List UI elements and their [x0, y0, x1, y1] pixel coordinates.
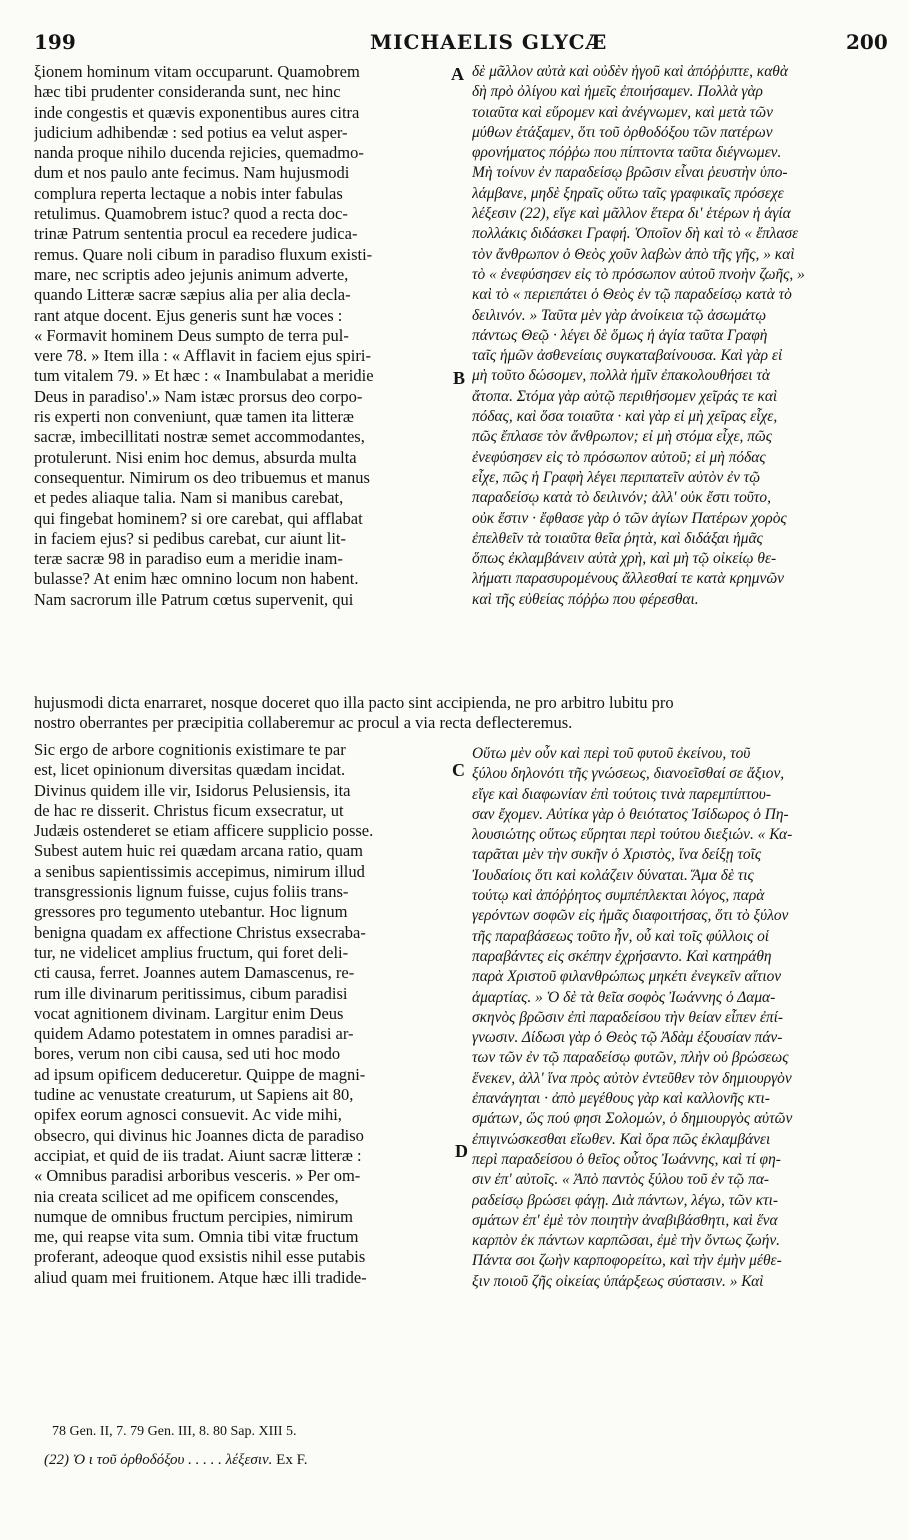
section-marker-d: D: [455, 1141, 468, 1161]
text-line: γερόντων σοφῶν εἰς ἡμᾶς διαφοιτήσας, ὅτι τὸ ξύλον: [472, 907, 789, 925]
text-line: nanda proque nihilo ducenda rejicies, quemadmo-: [34, 143, 364, 163]
text-line: Judæis ostenderet se etiam afficere supplicio posse.: [34, 821, 374, 841]
text-line: τὸ « ἐνεφύσησεν εἰς τὸ πρόσωπον αὐτοῦ πνοὴν ζωῆς, »: [472, 265, 805, 283]
text-line: γνωσιν. Δίδωσι γὰρ ὁ Θεὸς τῷ Ἀδὰμ ἐξουσίαν πάν-: [472, 1029, 783, 1047]
latin-column-bottom: [34, 740, 449, 1288]
text-line: δὲ μᾶλλον αὐτὰ καὶ οὐδὲν ἡγοῦ καὶ ἀπόῤῥιπτε, καθὰ: [472, 63, 788, 80]
text-line: Subest autem huic rei quædam arcana ratio, quam: [34, 841, 363, 861]
text-line: ad ipsum opificem deduceretur. Quippe de magni-: [34, 1064, 366, 1084]
text-line: ραδείσῳ βρώσει φάγῃ. Διὰ πάντων, λέγω, τῶν κτι-: [472, 1191, 779, 1209]
text-line: « Omnibus paradisi arboribus vesceris. » Per om-: [34, 1166, 361, 1186]
text-line: περὶ παραδείσου ὁ θεῖος οὗτος Ἰωάννης, καὶ τί φη-: [472, 1150, 781, 1168]
text-line: ἄτοπα. Στόμα γὰρ αὐτῷ περιθήσομεν χεῖράς τε καὶ: [472, 387, 778, 405]
text-line: παρὰ Χριστοῦ φιλανθρώπως μηκέτι ἐνεγκεῖν αἴτιον: [472, 968, 782, 986]
text-line: bores, verum non cibi causa, sed uti hoc modo: [34, 1044, 341, 1064]
greek-footnote: [44, 1452, 307, 1469]
text-line: καὶ τῆς εὐθείας πόῤῥω που φέρεσθαι.: [472, 590, 699, 608]
text-line: οὐκ ἔστιν · ἔφθασε γὰρ ὁ τῶν ἁγίων Πατέρων χορὸς: [472, 509, 787, 527]
text-line: quando Litteræ sacræ sæpius alia per alia decla-: [34, 285, 351, 305]
latin-footnotes: 78 Gen. II, 7. 79 Gen. III, 8. 80 Sap. XIII 5.: [52, 1424, 297, 1439]
text-line: nia creata scilicet ad me opificem conscendes,: [34, 1186, 339, 1206]
text-line: aliud quam mei fruitionem. Atque hæc illi tradide-: [34, 1267, 367, 1287]
latin-full-width-text: [34, 693, 894, 734]
text-line: transgressionis lignum fuisse, cujus foliis trans-: [34, 882, 349, 902]
text-line: protulerunt. Nisi enim hoc demus, absurda multa: [34, 447, 357, 467]
text-line: εἴγε καὶ διαφωνίαν ἐπὶ τούτοις τινὰ παρεμπίπτου-: [472, 785, 771, 803]
text-line: retulimus. Quamobrem istuc? quod a recta doc-: [34, 204, 348, 224]
text-line: in faciem ejus? si pedibus carebat, cur aiunt lit-: [34, 528, 347, 548]
text-line: benigna quadam ex affectione Christus exsecraba-: [34, 922, 366, 942]
text-line: λήματι παρασυρομένους ἄλλεσθαί τε κατὰ κρημνῶν: [472, 570, 785, 588]
latin-column-top: [34, 62, 449, 610]
text-line: consequentur. Nimirum os deo tribuemus et manus: [34, 467, 370, 487]
text-line: λάμβανε, μηδὲ ξηραῖς οὕτω ταῖς γραφικαῖς πρόσεχε: [472, 184, 784, 202]
text-line: hæc tibi prudenter consideranda sunt, nec hinc: [34, 82, 341, 102]
text-line: rant atque docent. Ejus generis sunt hæ voces :: [34, 305, 343, 325]
text-line: Sic ergo de arbore cognitionis existimare te par: [34, 740, 346, 759]
text-line: bulasse? At enim hæc omnino locum non habent.: [34, 569, 359, 589]
text-line: « Formavit hominem Deus sumpto de terra pul-: [34, 325, 349, 345]
greek-footnote-text: (22) Ὀ ι τοῦ ὀρθοδόξου . . . . . λέξεσιν.: [44, 1452, 273, 1468]
text-line: numque de omnibus fructum percipies, nimirum: [34, 1206, 353, 1226]
text-line: opifex eorum agnosci consuevit. Ac vide mihi,: [34, 1105, 342, 1125]
text-line: ris experti non conveniunt, quæ tamen ita litteræ: [34, 407, 354, 427]
text-line: dum et nos paulo ante fecimus. Nam hujusmodi: [34, 163, 350, 183]
text-line: proferant, adeoque quod exsistis nihil esse putabis: [34, 1247, 366, 1267]
text-line: Deus in paradiso'.» Nam istæc prorsus deo corpo-: [34, 386, 363, 406]
section-marker-b: B: [453, 368, 466, 388]
text-line: remus. Quare noli cibum in paradiso fluxum existi-: [34, 244, 373, 264]
greek-footnote-source: Ex F.: [272, 1452, 308, 1468]
text-line: τούτῳ καὶ ἀπόῤῥητος συμπέπλεκται λόγος, παρὰ: [472, 887, 765, 905]
text-line: Ἰουδαίοις ὅτι καὶ κολάζειν δύναται. Ἅμα δὲ τις: [472, 866, 754, 884]
text-line: hujusmodi dicta enarraret, nosque doceret quo illa pacto sint accipienda, ne pro arbitro lubitu pro: [34, 693, 674, 712]
text-line: sacræ, imbecillitati nostræ semet accommodantes,: [34, 427, 365, 447]
text-line: ἐπανάγηται · ἀπὸ μεγέθους γὰρ καὶ καλλονῆς κτι-: [472, 1090, 770, 1108]
text-line: complura reperta lectaque a nobis inter fabulas: [34, 183, 343, 203]
text-line: μὴ τοῦτο δώσομεν, πολλὰ ἡμῖν ἐπακολουθήσει τὰ: [472, 367, 770, 385]
text-line: quidem Adamo potestatem in omnes paradisi ar-: [34, 1024, 354, 1044]
text-line: πῶς ἔπλασε τὸν ἄνθρωπον; εἰ μὴ στόμα εἶχε, πῶς: [472, 428, 773, 446]
text-line: πολλάκις διδάσκει Γραφή. Ὁποῖον δὴ καὶ τὸ « ἔπλασε: [472, 225, 799, 243]
section-marker-a: A: [451, 64, 464, 84]
text-line: Nam sacrorum ille Patrum cœtus supervenit, qui: [34, 589, 354, 609]
text-line: est, licet opinionum diversitas quædam incidat.: [34, 760, 346, 780]
page-number-left: 199: [34, 30, 76, 54]
text-line: τῆς παραβάσεως τοῦτο ἦν, οὗ καὶ τοῖς φύλλοις οἱ: [472, 927, 770, 945]
text-line: φρονήματος πόῤῥω που πίπτοντα ταῦτα διέγνωμεν.: [472, 144, 782, 162]
text-line: ὅπως ἐκλαμβάνειν αὐτὰ χρὴ, καὶ μὴ τῷ οἰκείῳ θε-: [472, 550, 777, 568]
text-line: gressores pro tegumento utebantur. Hoc lignum: [34, 902, 348, 922]
text-line: ἁμαρτίας. » Ὁ δὲ τὰ θεῖα σοφὸς Ἰωάννης ὁ Δαμα-: [472, 988, 776, 1006]
text-line: vere 78. » Item illa : « Afflavit in faciem ejus spiri-: [34, 346, 371, 366]
text-line: λέξεσιν (22), εἴγε καὶ μᾶλλον ἕτερα δι' ἑτέρων ἡ ἁγία: [472, 205, 791, 223]
text-line: obsecro, qui divinus hic Joannes dicta de paradiso: [34, 1125, 364, 1145]
text-line: ἐπελθεῖν τὰ τοιαῦτα θεῖα ῥητὰ, καὶ διδάξαι ἡμᾶς: [472, 529, 763, 547]
text-line: λουσιώτης οὕτως εὕρηται περὶ τούτου διεξιών. « Κα-: [472, 826, 793, 844]
text-line: me, qui reapse vita sum. Omnia tibi vitæ fructum: [34, 1227, 359, 1247]
text-line: ταῖς ἡμῶν ἀσθενείαις συγκαταβαίνουσα. Καὶ γὰρ εἰ: [472, 347, 783, 365]
text-line: ταρᾶται μὲν τὴν συκῆν ὁ Χριστὸς, ἵνα δείξῃ τοῖς: [472, 846, 762, 864]
text-line: tudine ac venustate creaturum, ut Sapiens ait 80,: [34, 1085, 354, 1105]
text-line: qui fingebat hominem? si ore carebat, qui afflabat: [34, 508, 363, 528]
text-line: εἶχε, πῶς ἡ Γραφὴ λέγει περιπατεῖν αὐτὸν ἐν τῷ: [472, 468, 761, 486]
text-line: των τῶν ἐν τῷ παραδείσῳ φυτῶν, πλὴν οὐ βρώσεως: [472, 1049, 789, 1067]
text-line: καρπὸν ἐκ πάντων καρπῶσαι, ἐμὲ τὴν ὄντως ζωήν.: [472, 1232, 781, 1250]
text-line: Divinus quidem ille vir, Isidorus Pelusiensis, ita: [34, 780, 351, 800]
text-line: τὸν ἄνθρωπον ὁ Θεὸς χοῦν λαβὼν ἀπὸ τῆς γῆς, » καὶ: [472, 245, 795, 263]
text-line: ἐνεφύσησεν εἰς τὸ πρόσωπον αὐτοῦ; εἰ μὴ πόδας: [472, 448, 766, 466]
text-line: δὴ πρὸ ὀλίγου καὶ ἡμεῖς ἐποιήσαμεν. Πολλὰ γὰρ: [472, 83, 763, 101]
section-marker-c: C: [452, 760, 465, 780]
text-line: σιν ἐπ' αὐτοῖς. « Ἀπὸ παντὸς ξύλου τοῦ ἐν τῷ πα-: [472, 1171, 770, 1189]
text-line: ξionem hominum vitam occuparunt. Quamobrem: [34, 62, 360, 81]
text-line: ἕνεκεν, ἀλλ' ἵνα πρὸς αὐτὸν ἐντεῦθεν τὸν δημιουργὸν: [472, 1069, 792, 1087]
text-line: ἐπιγινώσκεσθαι εἴωθεν. Καὶ ὅρα πῶς ἐκλαμβάνει: [472, 1130, 771, 1148]
text-line: tur, ne videlicet amplius fructum, qui foret deli-: [34, 942, 349, 962]
text-line: et pedes aliaque talia. Nam si manibus carebat,: [34, 488, 344, 508]
text-line: inde congestis et quævis exponentibus aures citra: [34, 102, 360, 122]
text-line: δειλινόν. » Ταῦτα μὲν γὰρ ἀνοίκεια τῷ ἀσωμάτῳ: [472, 306, 767, 324]
text-line: ξιν ποιοῦ ζῆς οἰκείας ὑπάρξεως σύστασιν. » Καὶ: [472, 1272, 764, 1290]
page-header: [0, 30, 909, 56]
text-line: καὶ τὸ « περιεπάτει ὁ Θεὸς ἐν τῷ παραδείσῳ κατὰ τὸ: [472, 286, 792, 304]
text-line: παραδείσῳ κατὰ τὸ δειλινόν; ἀλλ' οὐκ ἔστι τοῦτο,: [472, 489, 771, 507]
text-line: accipiat, et quid de iis tradat. Aiunt sacræ litteræ :: [34, 1145, 362, 1165]
text-line: Οὕτω μὲν οὖν καὶ περὶ τοῦ φυτοῦ ἐκείνου, τοῦ: [472, 745, 751, 762]
text-line: vocat agnitionem divinam. Largitur enim Deus: [34, 1003, 344, 1023]
text-line: πόδας, καὶ ὅσα τοιαῦτα · καὶ γὰρ εἰ μὴ χεῖρας εἶχε,: [472, 408, 778, 426]
text-line: mare, nec scriptis adeo jejunis animum adverte,: [34, 264, 349, 284]
text-line: Μὴ τοίνυν ἐν παραδείσῳ βρῶσιν εἶναι ῥευστὴν ὑπο-: [472, 164, 788, 182]
text-line: tum vitalem 79. » Et hæc : « Inambulabat a meridie: [34, 366, 374, 386]
text-line: σαν ἔχομεν. Αὐτίκα γὰρ ὁ θειότατος Ἰσίδωρος ὁ Πη-: [472, 805, 789, 823]
greek-column-top: [472, 62, 896, 610]
text-line: Πάντα σοι ζωὴν καρποφορείτω, καὶ τὴν ἐμὴν μέθε-: [472, 1252, 782, 1270]
text-line: τοιαῦτα καὶ εὕρομεν καὶ ἀνέγνωμεν, καὶ μετὰ τῶν: [472, 103, 773, 121]
text-line: judicium adhibendæ : sed potius ea velut asper-: [34, 122, 348, 142]
text-line: σμάτων, ὥς πού φησι Σολομών, ὁ δημιουργὸς αὐτῶν: [472, 1110, 793, 1128]
text-line: σμάτων ἐπ' ἐμὲ τὸν ποιητὴν ἀναβιβάσθητι, καὶ ἕνα: [472, 1211, 778, 1229]
text-line: πάντως Θεῷ · λέγει δὲ ὅμως ἡ ἁγία ταῦτα Γραφὴ: [472, 326, 768, 344]
text-line: παραβάντες εἰς σκέπην ἐχρήσαντο. Καὶ κατηράθη: [472, 947, 772, 965]
text-line: a senibus sapientissimis accepimus, nimirum illud: [34, 861, 365, 881]
text-line: teræ sacræ 98 in paradiso eum a meridie inam-: [34, 549, 343, 569]
page-number-right: 200: [846, 30, 888, 54]
text-line: rum ille divinarum peritissimus, cibum paradisi: [34, 983, 348, 1003]
running-title: MICHAELIS GLYCÆ: [370, 30, 608, 54]
text-line: de hac re disserit. Christus ficum exsecratur, ut: [34, 800, 344, 820]
text-line: trinæ Patrum sententia procul ea recedere judica-: [34, 224, 358, 244]
text-line: nostro oberrantes per præcipitia collaberemur ac procul a via recta deflecteremus.: [34, 713, 573, 733]
text-line: μύθων ἐτάξαμεν, ὅτι τοῦ ὀρθοδόξου τῶν πατέρων: [472, 123, 773, 141]
greek-column-bottom: [472, 744, 896, 1292]
text-line: σκηνὸς βρῶσιν ἐπὶ παραδείσου τὴν θείαν εἶπεν ἐπί-: [472, 1008, 783, 1026]
text-line: ξύλου δηλονότι τῆς γνώσεως, διανοεῖσθαί σε ἄξιον,: [472, 765, 785, 783]
text-line: cti causa, ferret. Joannes autem Damascenus, re-: [34, 963, 355, 983]
